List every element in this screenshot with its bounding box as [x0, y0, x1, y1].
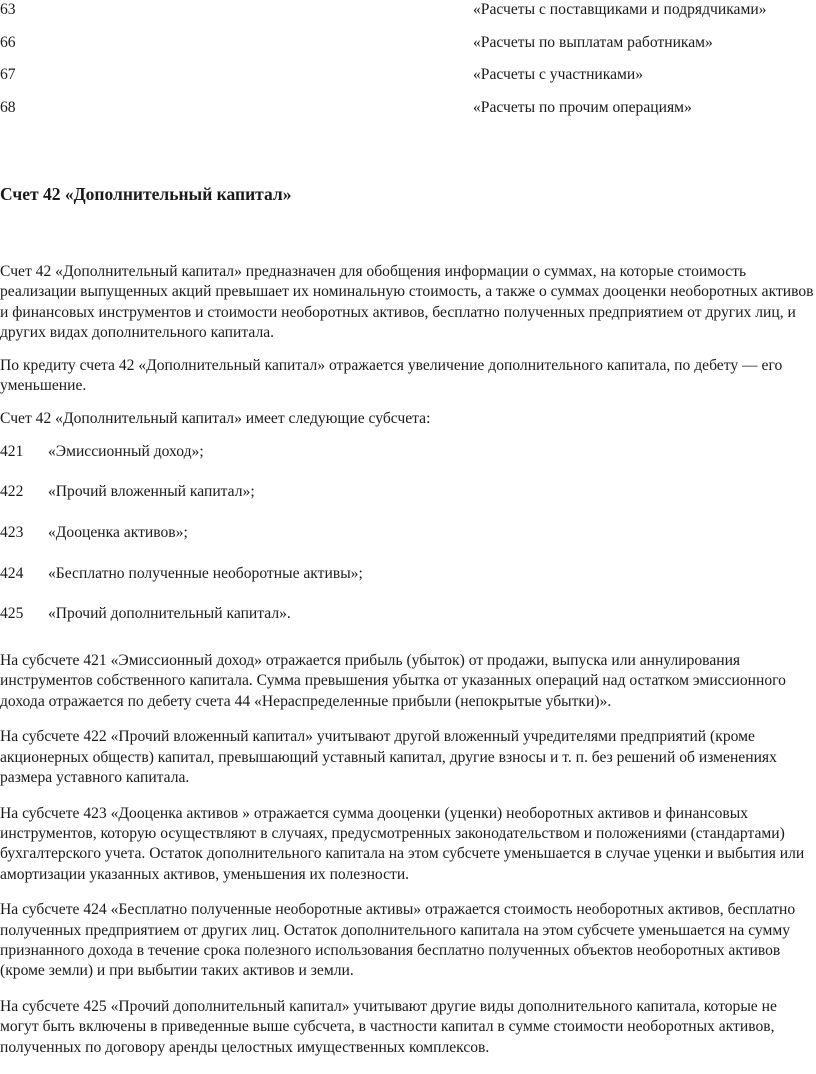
- account-name: «Расчеты по выплатам работникам»: [473, 33, 713, 51]
- account-row: [0, 0, 816, 27]
- accounts-continued-list: [0, 0, 816, 124]
- intro-paragraph: Счет 42 «Дополнительный капитал» предназначен для обобщения информации о суммах, на которые стоимость реализации выпущенных акций превышает их номинальную стоимость, а также о суммах дооценки необоротных активов и финансовых инструментов и стоимости необоротных активов, бесплатно полученных предприятием от других лиц, и других видах дополнительного капитала.: [0, 263, 814, 341]
- subaccount-code: 422: [0, 483, 24, 501]
- subaccount-row: [0, 482, 816, 523]
- account-code: 63: [0, 1, 16, 18]
- subaccount-name: «Бесплатно полученные необоротные активы»;: [48, 564, 363, 582]
- intro-paragraph: По кредиту счета 42 «Дополнительный капитал» отражается увеличение дополнительного капитала, по дебету — его уменьшение.: [0, 356, 783, 394]
- subaccount-code: 425: [0, 605, 24, 623]
- subaccount-row: [0, 564, 816, 605]
- subaccount-row: [0, 523, 816, 564]
- subaccount-name: «Прочий дополнительный капитал».: [48, 605, 291, 623]
- account-row: [0, 92, 816, 125]
- detail-paragraph: На субсчете 424 «Бесплатно полученные необоротные активы» отражается стоимость необоротных активов, бесплатно полученных предприятием от других лиц. Остаток дополнительного капитала на этом субсчете уменьшается на сумму признанного дохода в течение срока полезного использования бесплатно полученных объектов необоротных активов (кроме земли) и при выбытии таких активов и земли.: [0, 901, 796, 980]
- subaccount-name: «Дооценка активов»;: [48, 523, 188, 541]
- section-body: [0, 262, 816, 1074]
- subaccount-name: «Прочий вложенный капитал»;: [48, 483, 255, 501]
- subaccount-row: [0, 442, 816, 483]
- subaccount-list: [0, 442, 816, 645]
- account-code: 66: [0, 33, 16, 51]
- subaccount-code: 421: [0, 442, 24, 460]
- subaccount-row: [0, 604, 816, 645]
- account-row: [0, 27, 816, 60]
- account-name: «Расчеты по прочим операциям»: [473, 98, 692, 116]
- subaccount-code: 423: [0, 523, 24, 541]
- account-name: «Расчеты с участниками»: [473, 66, 644, 83]
- detail-paragraph: На субсчете 421 «Эмиссионный доход» отражается прибыль (убыток) от продажи, выпуска или аннулирования инструментов собственного капитала. Сумма превышения убытка от указанных операций над остатком эмиссионного дохода отражается по дебету счета 44 «Нераспределенные прибыли (непокрытые убытки)».: [0, 652, 786, 710]
- subaccount-name: «Эмиссионный доход»;: [48, 442, 204, 460]
- subaccount-code: 424: [0, 564, 24, 582]
- intro-paragraph: Счет 42 «Дополнительный капитал» имеет следующие субсчета:: [0, 409, 431, 427]
- account-name: «Расчеты с поставщиками и подрядчиками»: [473, 1, 767, 18]
- account-code: 67: [0, 66, 16, 83]
- account-row: [0, 59, 816, 92]
- account-code: 68: [0, 98, 16, 116]
- section-heading: Счет 42 «Дополнительный капитал»: [0, 184, 292, 204]
- subaccount-details: [0, 651, 816, 1058]
- detail-paragraph: На субсчете 423 «Дооценка активов » отражается сумма дооценки (уценки) необоротных активов и финансовых инструментов, которую осуществляют в случаях, предусмотренных законодательством и положениями (стандартами) бухгалтерского учета. Остаток дополнительного капитала на этом субсчете уменьшается в случае уценки и выбытия или амортизации указанных активов, уменьшения их полезности.: [0, 804, 805, 883]
- detail-paragraph: На субсчете 425 «Прочий дополнительный капитал» учитывают другие виды дополнительного капитала, которые не могут быть включены в приведенные выше субсчета, в частности капитал в сумме стоимости необоротных активов, полученных по договору аренды целостных имущественных комплексов.: [0, 998, 777, 1056]
- detail-paragraph: На субсчете 422 «Прочий вложенный капитал» учитывают другой вложенный учредителями предприятий (кроме акционерных обществ) капитал, превышающий уставный капитал, другие взносы и т. п. без решений об изменениях размера уставного капитала.: [0, 728, 777, 786]
